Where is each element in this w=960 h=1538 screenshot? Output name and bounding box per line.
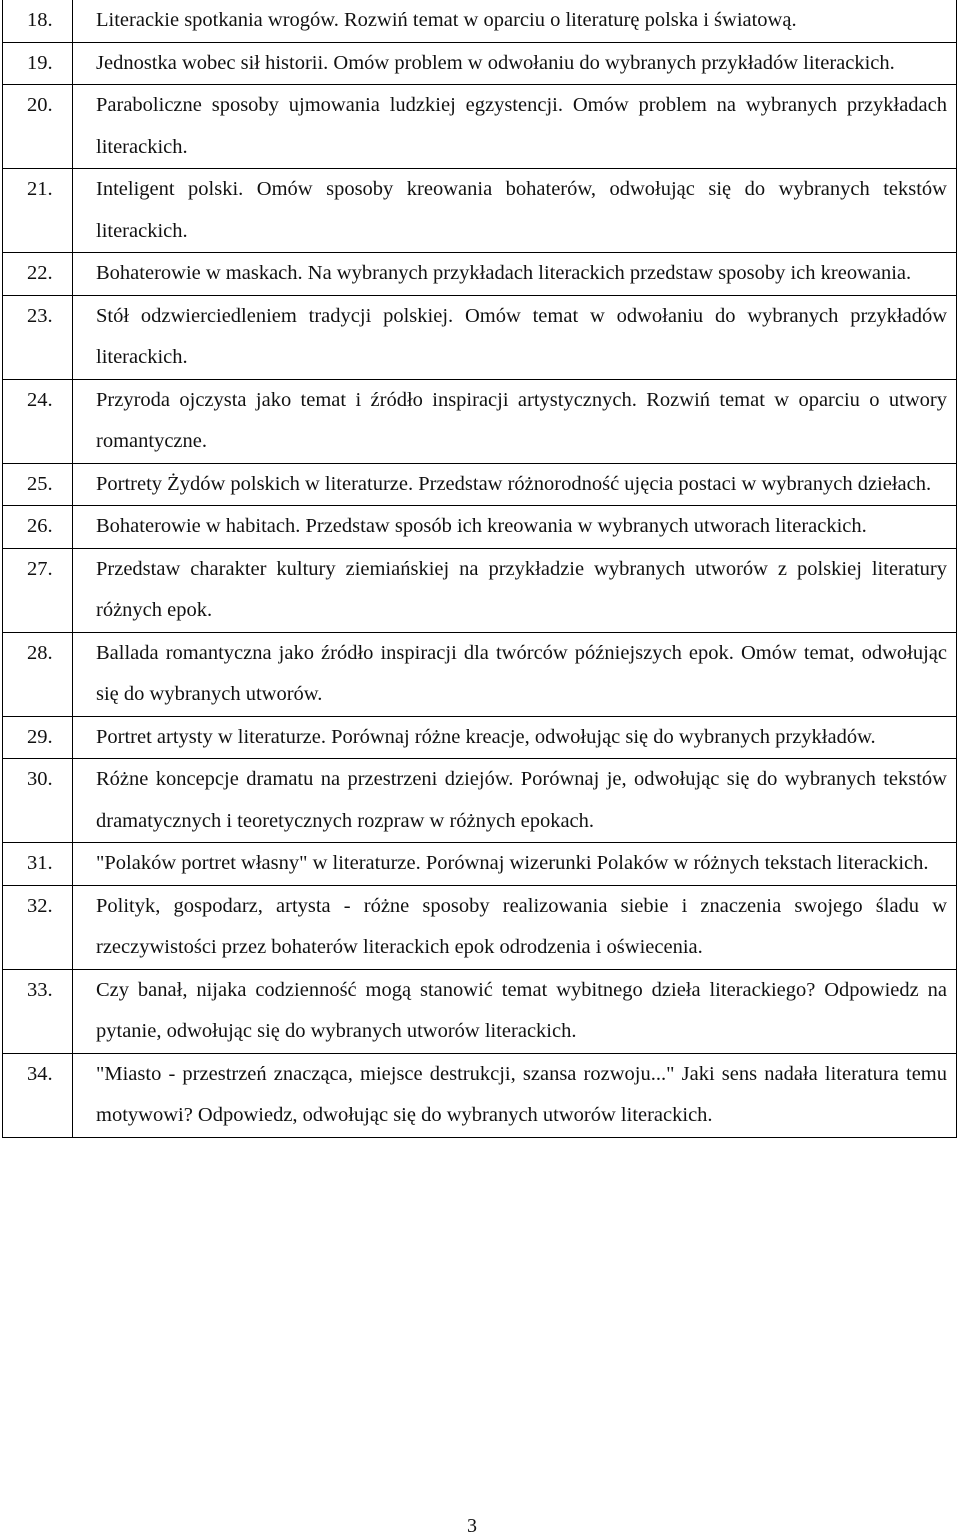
topic-row [3, 1053, 957, 1137]
topic-number: 34. [3, 1053, 73, 1137]
topic-text: "Miasto - przestrzeń znacząca, miejsce destrukcji, szansa rozwoju..." Jaki sens nadała literatura temu motywowi? Odpowiedz, odwołując się do wybranych utworów literackich. [73, 1053, 957, 1137]
topic-text: Przyroda ojczysta jako temat i źródło inspiracji artystycznych. Rozwiń temat w oparciu o utwory romantyczne. [73, 379, 957, 463]
topic-text: Inteligent polski. Omów sposoby kreowania bohaterów, odwołując się do wybranych tekstów literackich. [73, 169, 957, 253]
topic-number: 30. [3, 759, 73, 843]
topic-text: Jednostka wobec sił historii. Omów problem w odwołaniu do wybranych przykładów literackich. [73, 42, 957, 85]
topic-table-body [3, 0, 957, 1137]
topic-text: Paraboliczne sposoby ujmowania ludzkiej egzystencji. Omów problem na wybranych przykładach literackich. [73, 85, 957, 169]
topic-text: Polityk, gospodarz, artysta - różne sposoby realizowania siebie i znaczenia swojego śladu w rzeczywistości przez bohaterów literackich epok odrodzenia i oświecenia. [73, 885, 957, 969]
topic-number: 27. [3, 548, 73, 632]
topic-text: Bohaterowie w habitach. Przedstaw sposób ich kreowania w wybranych utworach literackich. [73, 506, 957, 549]
topic-row [3, 969, 957, 1053]
topic-row [3, 716, 957, 759]
topic-row [3, 379, 957, 463]
topic-text: Literackie spotkania wrogów. Rozwiń temat w oparciu o literaturę polska i światową. [73, 0, 957, 42]
topic-row [3, 885, 957, 969]
topic-number: 20. [3, 85, 73, 169]
topic-row [3, 169, 957, 253]
topic-text: Portret artysty w literaturze. Porównaj różne kreacje, odwołując się do wybranych przykładów. [73, 716, 957, 759]
topic-table [2, 0, 957, 1138]
topic-number: 21. [3, 169, 73, 253]
topic-number: 28. [3, 632, 73, 716]
topic-row [3, 759, 957, 843]
topic-number: 22. [3, 253, 73, 296]
topic-row [3, 0, 957, 42]
topic-text: Różne koncepcje dramatu na przestrzeni dziejów. Porównaj je, odwołując się do wybranych tekstów dramatycznych i teoretycznych rozpraw w różnych epokach. [73, 759, 957, 843]
topic-number: 23. [3, 295, 73, 379]
topic-row [3, 463, 957, 506]
topic-number: 18. [3, 0, 73, 42]
topic-number: 26. [3, 506, 73, 549]
topic-number: 24. [3, 379, 73, 463]
topic-number: 33. [3, 969, 73, 1053]
topic-text: "Polaków portret własny" w literaturze. Porównaj wizerunki Polaków w różnych tekstach literackich. [73, 843, 957, 886]
topic-row [3, 548, 957, 632]
topic-row [3, 843, 957, 886]
topic-text: Bohaterowie w maskach. Na wybranych przykładach literackich przedstaw sposoby ich kreowania. [73, 253, 957, 296]
topic-row [3, 295, 957, 379]
topic-text: Stół odzwierciedleniem tradycji polskiej. Omów temat w odwołaniu do wybranych przykładów literackich. [73, 295, 957, 379]
topic-row [3, 632, 957, 716]
topic-text: Ballada romantyczna jako źródło inspiracji dla twórców późniejszych epok. Omów temat, odwołując się do wybranych utworów. [73, 632, 957, 716]
topic-text: Przedstaw charakter kultury ziemiańskiej na przykładzie wybranych utworów z polskiej literatury różnych epok. [73, 548, 957, 632]
page-number: 3 [467, 1515, 477, 1537]
topic-number: 32. [3, 885, 73, 969]
topic-text: Czy banał, nijaka codzienność mogą stanowić temat wybitnego dzieła literackiego? Odpowiedz na pytanie, odwołując się do wybranych utworów literackich. [73, 969, 957, 1053]
topic-number: 19. [3, 42, 73, 85]
topic-number: 25. [3, 463, 73, 506]
topic-row [3, 506, 957, 549]
topic-row [3, 42, 957, 85]
topic-row [3, 253, 957, 296]
topic-text: Portrety Żydów polskich w literaturze. Przedstaw różnorodność ujęcia postaci w wybranych dziełach. [73, 463, 957, 506]
topic-row [3, 85, 957, 169]
topic-number: 29. [3, 716, 73, 759]
topic-number: 31. [3, 843, 73, 886]
